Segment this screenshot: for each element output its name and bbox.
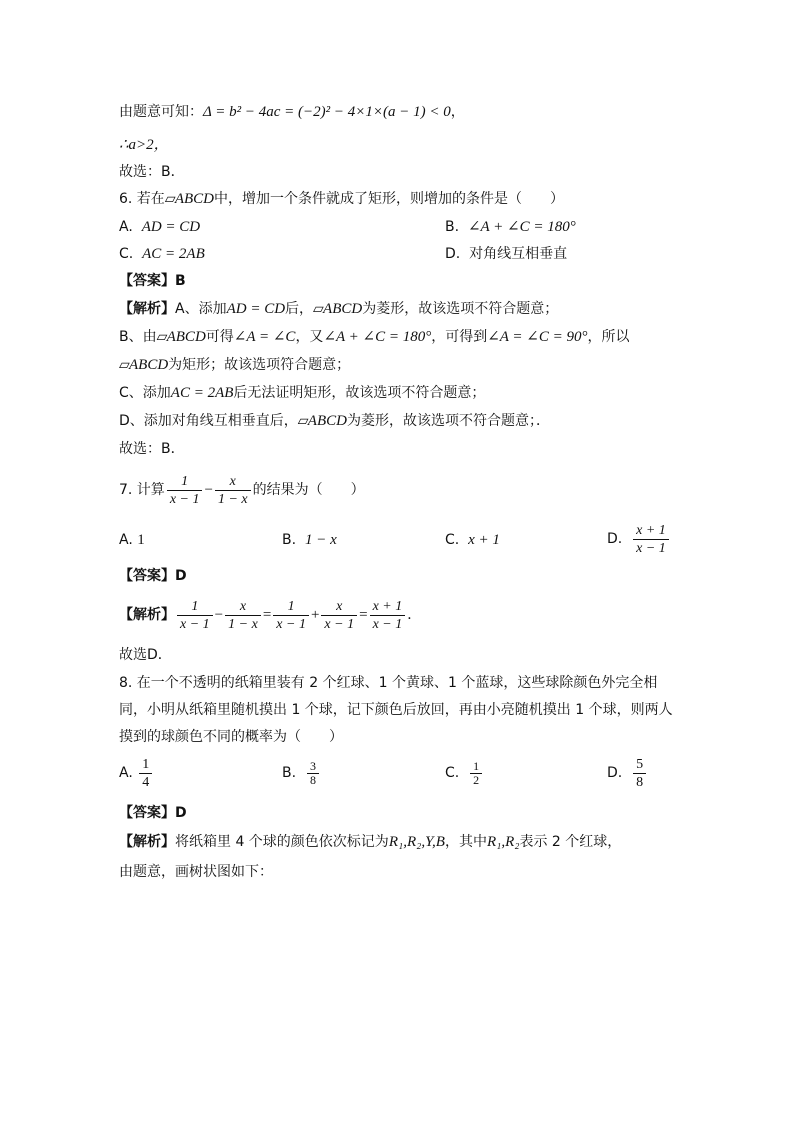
q6-analysis-2h: ∠A = ∠C = 90° [487, 329, 588, 345]
q7-answer: 【答案】D [119, 568, 187, 584]
q7-stem-b: 的结果为（ ） [252, 482, 365, 498]
q7-a-f3-den: x − 1 [276, 616, 306, 632]
q6-analysis-3 [119, 355, 350, 375]
q7-option-d-num: x + 1 [633, 522, 669, 540]
q7-analysis-frac-4 [321, 598, 357, 633]
q6-analysis-2i: ，所以 [587, 329, 630, 345]
q8-option-a-num: 1 [139, 756, 152, 774]
q7-a-f5-num: x + 1 [370, 598, 406, 616]
q7-a-f2-den: 1 − x [228, 616, 258, 632]
q7-stem-minus: − [204, 482, 213, 498]
q6-stem-b: ABCD [174, 191, 214, 207]
parallelogram-icon: ⏥ [156, 329, 168, 345]
q8-analysis-2: 由题意，画树状图如下： [119, 864, 273, 880]
q7-a-f5-den: x − 1 [372, 616, 403, 632]
parallelogram-icon: ⏥ [119, 357, 130, 373]
q6-option-b-text: ∠A + ∠C = 180° [467, 219, 576, 235]
q6-analysis-label: 【解析】 [119, 301, 175, 317]
q7-a-f3-num: 1 [273, 598, 309, 616]
q7-stem-fraction-2 [215, 473, 251, 508]
q8-analysis-label: 【解析】 [119, 834, 175, 850]
q8-option-a-fraction [139, 756, 152, 791]
q7-a-f1-den: x − 1 [180, 616, 210, 632]
q6-analysis-4 [119, 383, 485, 403]
q8-analysis-1e: 表示 2 个红球， [519, 834, 622, 850]
q6-analysis-1c: 后， [285, 301, 314, 317]
q8-stem-line-2: 同，小明从纸箱里随机摸出 1 个球，记下颜色后放回，再由小亮随机摸出 1 个球，则两人 [119, 702, 673, 718]
q6-option-b [445, 217, 576, 237]
q8-option-b-fraction [307, 760, 319, 787]
q8-option-a-den: 4 [142, 774, 150, 790]
q7-stem-frac1-den: x − 1 [169, 491, 200, 507]
q6-choice: 故选：B． [119, 441, 185, 457]
q7-stem-a: 7. 计算 [119, 482, 165, 498]
q8-option-d [607, 755, 648, 791]
q8-analysis-1a: 将纸箱里 4 个球的颜色依次标记为 [175, 834, 389, 850]
q7-a-op4: = [359, 607, 368, 623]
q8-analysis-1d: R₁,R₂ [486, 834, 520, 850]
q8-option-d-num: 5 [633, 756, 646, 774]
q7-stem-frac2-num: x [215, 473, 251, 491]
q6-analysis-5b: ABCD [307, 413, 347, 429]
q8-option-a [119, 755, 154, 791]
q6-option-a-text: AD = CD [141, 219, 201, 235]
q7-stem-frac2-den: 1 − x [217, 491, 248, 507]
p5-derive-prefix: 由题意可知： [119, 104, 203, 120]
q6-analysis-4b: AC = 2AB [170, 385, 234, 401]
q7-analysis-frac-2 [225, 598, 261, 633]
q7-option-c-label: C. [445, 532, 460, 548]
q6-option-c-label: C. [119, 246, 134, 262]
p5-discriminant-formula: Δ = b² − 4ac = (−2)² − 4×1×(a − 1) < 0 [203, 104, 451, 120]
q6-option-a [119, 217, 200, 237]
q8-option-c-label: C. [445, 765, 460, 781]
q6-option-d [445, 244, 567, 264]
q7-a-op2: = [262, 607, 272, 623]
q8-option-d-label: D. [607, 765, 623, 781]
q7-a-op3: + [310, 607, 320, 623]
q6-analysis-2a: B、由 [119, 329, 157, 345]
q7-option-c [445, 530, 500, 550]
q8-option-a-label: A. [119, 765, 133, 781]
q8-option-b-num: 3 [307, 760, 319, 774]
p5-conclusion: ∴a>2， [119, 137, 169, 153]
q6-option-c-text: AC = 2AB [142, 246, 205, 262]
q8-option-b-label: B. [282, 765, 297, 781]
q8-option-c-num: 1 [470, 760, 482, 774]
q6-analysis-4c: 后无法证明矩形，故该选项不符合题意； [233, 385, 486, 401]
q6-analysis-1a: A、添加 [175, 301, 227, 317]
q6-option-a-label: A. [119, 219, 133, 235]
q7-option-a-label: A. [119, 532, 133, 548]
p5-derivation [119, 102, 465, 122]
q7-stem-frac1-num: 1 [167, 473, 203, 491]
q6-stem-c: 中，增加一个条件就成了矩形，则增加的条件是（ ） [213, 191, 564, 207]
q6-analysis-5c: 为菱形，故该选项不符合题意；． [346, 413, 550, 429]
parallelogram-icon: ⏥ [297, 413, 309, 429]
q6-analysis-2 [119, 327, 630, 347]
q8-option-c-den: 2 [473, 772, 480, 787]
q7-a-op1: − [214, 607, 224, 623]
q6-option-d-text: 对角线互相垂直 [469, 246, 568, 262]
q7-analysis-label: 【解析】 [119, 607, 175, 623]
q6-analysis-2d: ∠A = ∠C [233, 329, 296, 345]
q8-answer: 【答案】D [119, 805, 187, 821]
q6-stem [119, 189, 564, 209]
q6-analysis-1 [119, 299, 558, 319]
q6-analysis-2f: ∠A + ∠C = 180° [323, 329, 432, 345]
q8-option-b [282, 755, 321, 791]
q7-option-d-den: x − 1 [636, 540, 666, 556]
q7-analysis-frac-1 [177, 598, 213, 633]
q6-analysis-2b: ABCD [166, 329, 206, 345]
q7-option-d-fraction [633, 522, 669, 557]
q8-analysis-1b: R₁,R₂,Y,B [388, 834, 445, 850]
q7-stem-fraction-1 [167, 473, 203, 508]
q7-a-f4-num: x [321, 598, 357, 616]
q7-option-a [119, 530, 145, 550]
q7-option-a-text: 1 [137, 532, 145, 548]
q6-analysis-2c: 可得 [205, 329, 234, 345]
q7-option-d-label: D. [607, 531, 623, 547]
q6-analysis-1e: 为菱形，故该选项不符合题意； [362, 301, 559, 317]
q7-a-f4-den: x − 1 [324, 616, 355, 632]
q8-option-b-den: 8 [309, 772, 316, 787]
q7-analysis [119, 595, 421, 635]
q7-analysis-frac-3 [273, 598, 309, 633]
q7-option-b-text: 1 − x [304, 532, 337, 548]
q6-answer: 【答案】B [119, 273, 186, 289]
q6-stem-a: 6. 若在 [119, 191, 165, 207]
q7-option-d [607, 519, 671, 559]
q6-analysis-2g: ，可得到 [431, 329, 488, 345]
q6-analysis-2e: ，又 [295, 329, 324, 345]
q8-analysis-1c: ，其中 [444, 834, 487, 850]
q7-option-b-label: B. [282, 532, 297, 548]
q7-analysis-frac-5 [370, 598, 406, 633]
q6-analysis-4a: C、添加 [119, 385, 171, 401]
q6-option-b-label: B. [445, 219, 460, 235]
q6-analysis-1b: AD = CD [226, 301, 286, 317]
p5-choice: 故选：B． [119, 164, 185, 180]
q7-a-end: ． [407, 607, 422, 623]
q8-stem-line-3: 摸到的球颜色不同的概率为（ ） [119, 729, 343, 745]
parallelogram-icon: ⏥ [164, 191, 176, 207]
p5-derive-suffix: ， [450, 104, 465, 120]
q6-analysis-5a: D、添加对角线互相垂直后， [119, 413, 298, 429]
parallelogram-icon: ⏥ [313, 301, 324, 317]
q7-a-f2-num: x [225, 598, 261, 616]
q7-option-b [282, 530, 337, 550]
q6-analysis-5 [119, 411, 550, 431]
q6-analysis-1d: ABCD [323, 301, 363, 317]
q8-option-d-den: 8 [636, 774, 644, 790]
q8-option-c-fraction [470, 760, 482, 787]
q8-option-d-fraction [633, 756, 646, 791]
q6-option-d-label: D. [445, 246, 461, 262]
q7-stem [119, 471, 365, 509]
q7-choice: 故选D． [119, 647, 172, 663]
q8-analysis-1 [119, 832, 621, 852]
q6-analysis-3b: 为矩形；故该选项符合题意； [168, 357, 351, 373]
q7-a-f1-num: 1 [177, 598, 213, 616]
q7-option-c-text: x + 1 [468, 532, 500, 548]
q8-stem-line-1: 8. 在一个不透明的纸箱里装有 2 个红球、1 个黄球、1 个蓝球，这些球除颜色外完全相 [119, 675, 658, 691]
q6-analysis-3a: ABCD [129, 357, 169, 373]
q8-option-c [445, 755, 484, 791]
q6-option-c [119, 244, 205, 264]
